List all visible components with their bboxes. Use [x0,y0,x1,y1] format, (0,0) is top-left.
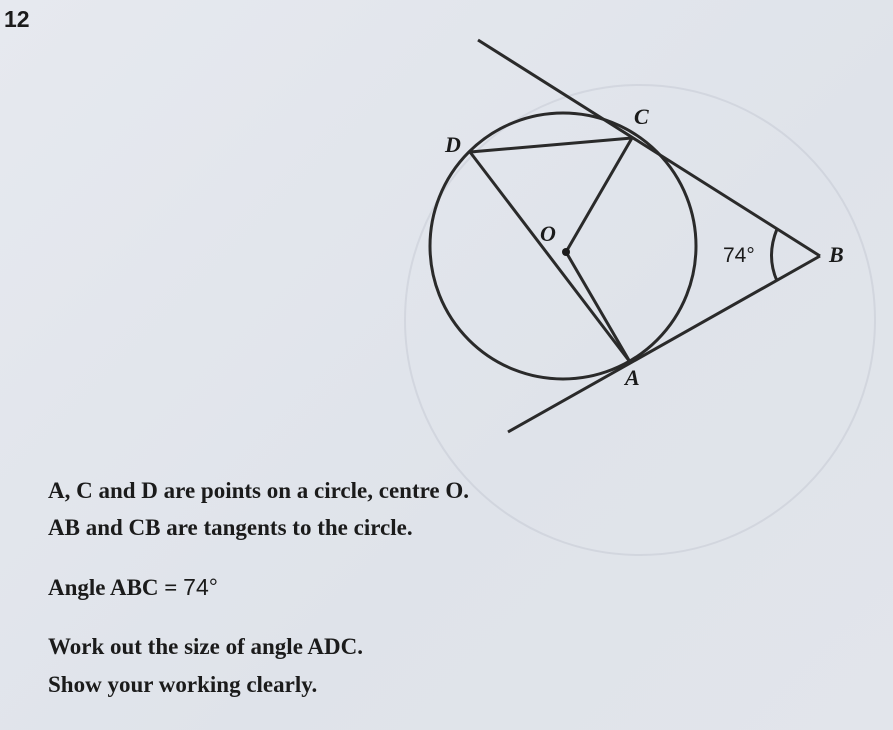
radius-oa [566,252,630,362]
question-text-line-5: Show your working clearly. [48,672,318,697]
radius-oc [566,138,632,252]
question-number: 12 [4,6,30,32]
question-text-line-2: AB and CB are tangents to the circle. [48,515,413,540]
label-o: O [540,221,556,246]
centre-point [562,248,570,256]
label-c: C [634,104,649,129]
label-b: B [829,242,844,267]
question-text-line-3 [48,574,218,601]
question-text-line-4: Work out the size of angle ADC. [48,634,363,659]
chord-dc [470,138,632,152]
angle-prefix: Angle ABC = [48,575,184,600]
question-text-line-1: A, C and D are points on a circle, centre O. [48,478,469,503]
label-a: A [625,365,640,390]
label-d: D [445,132,461,157]
tangent-line-ab [508,256,820,432]
angle-value: 74° [183,574,218,600]
angle-label-74: 74° [723,244,755,267]
angle-arc-b [772,229,778,281]
faint-background-circle [405,85,875,555]
